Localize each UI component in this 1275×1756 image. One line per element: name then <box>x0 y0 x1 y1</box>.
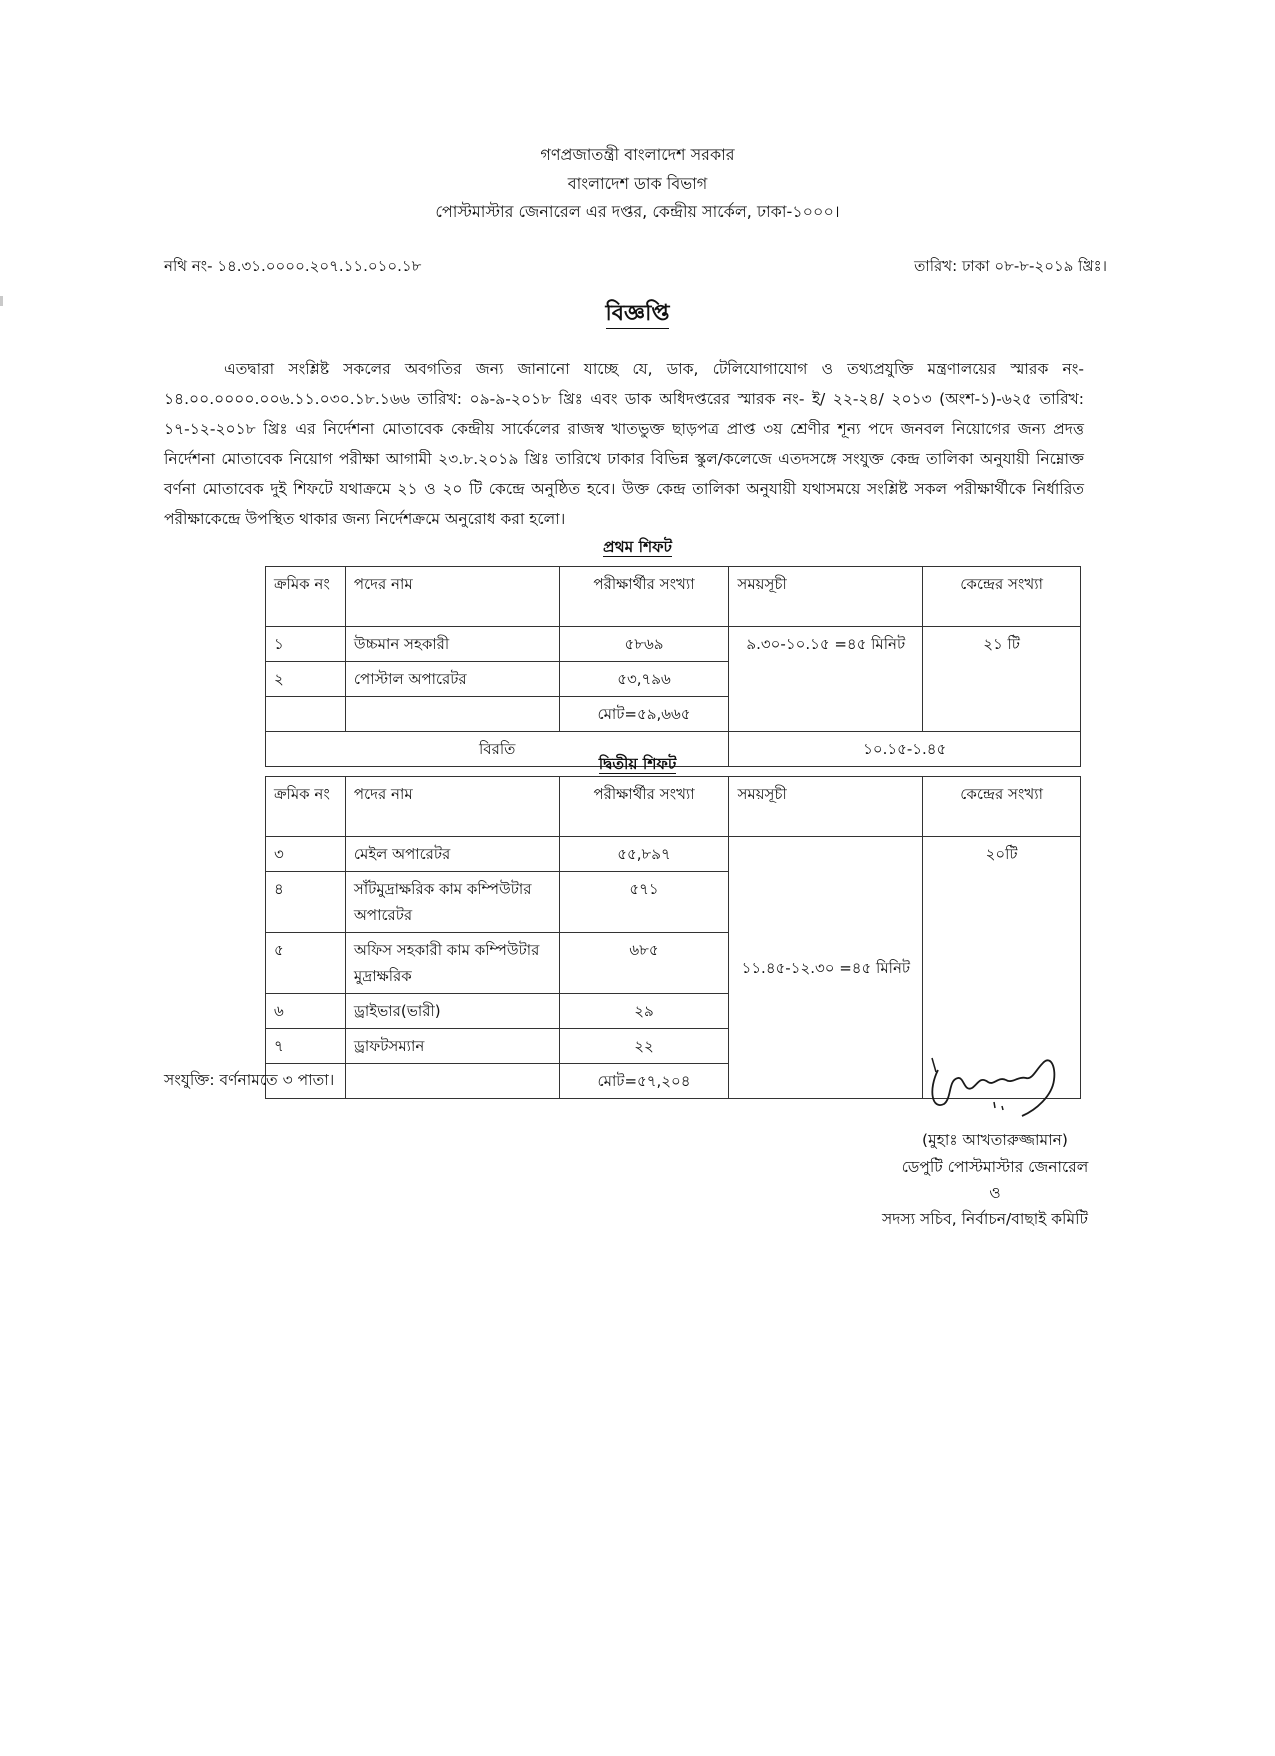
file-number: নথি নং- ১৪.৩১.০০০০.২০৭.১১.০১০.১৮ <box>164 257 422 275</box>
candidates-cell: ২৯ <box>559 994 729 1029</box>
table-row <box>266 837 1081 872</box>
post-cell: মেইল অপারেটর <box>345 837 559 872</box>
post-cell: ড্রাফটসম্যান <box>345 1029 559 1064</box>
first-shift-label: প্রথম শিফট <box>603 538 672 556</box>
post-cell: উচ্চমান সহকারী <box>345 627 559 662</box>
candidates-cell: ৫৩,৭৯৬ <box>559 662 729 697</box>
issue-date: তারিখ: ঢাকা ০৮-৮-২০১৯ খ্রিঃ। <box>914 257 1107 275</box>
second-shift-label: দ্বিতীয় শিফট <box>598 755 677 773</box>
signatory-designation: ডেপুটি পোস্টমাস্টার জেনারেল <box>901 1158 1089 1176</box>
post-cell: সাঁটমুদ্রাক্ষরিক কাম কম্পিউটার অপারেটর <box>345 872 559 933</box>
table-row <box>266 627 1081 662</box>
signatory-conjunction: ও <box>989 1184 1001 1202</box>
candidates-cell: ৫৭১ <box>559 872 729 933</box>
candidates-cell: ৬৮৫ <box>559 933 729 994</box>
total-cell: মোট=৫৯,৬৬৫ <box>559 697 729 732</box>
break-time: ১০.১৫-১.৪৫ <box>729 732 1081 767</box>
signature-image <box>918 1040 1068 1125</box>
centers-cell: ২১ টি <box>923 627 1081 732</box>
col-schedule: সময়সূচী <box>729 567 923 627</box>
total-cell: মোট=৫৭,২০৪ <box>559 1064 729 1099</box>
col-serial: ক্রমিক নং <box>266 567 346 627</box>
notice-title: বিজ্ঞপ্তি <box>0 296 1275 333</box>
schedule-cell: ১১.৪৫-১২.৩০ =৪৫ মিনিট <box>729 837 923 1099</box>
header-line-department: বাংলাদেশ ডাক বিভাগ <box>567 174 708 193</box>
notice-body-text: এতদ্বারা সংশ্লিষ্ট সকলের অবগতির জন্য জানানো যাচ্ছে যে, ডাক, টেলিযোগাযোগ ও তথ্যপ্রযুক্তি মন্ত্রণালয়ের স্মারক নং- ১৪.০০.০০০০.০০৬.১১.০৩০.১৮.১৬৬ তারিখ: ০৯-৯-২০১৮ খ্রিঃ এবং ডাক অধিদপ্তরের স্মারক নং- ই/ ২২-২৪/ ২০১৩ (অংশ-১)-৬২৫ তারিখ: ১৭-১২-২০১৮ খ্রিঃ এর নির্দেশনা মোতাবেক কেন্দ্রীয় সার্কেলের রাজস্ব খাতভুক্ত ছাড়পত্র প্রাপ্ত ৩য় শ্রেণীর শূন্য পদে জনবল নিয়োগের জন্য প্রদত্ত নির্দেশনা মোতাবেক নিয়োগ পরীক্ষা আগামী ২৩.৮.২০১৯ খ্রিঃ তারিখে ঢাকার বিভিন্ন স্কুল/কলেজে এতদসঙ্গে সংযুক্ত কেন্দ্র তালিকা অনুযায়ী নিম্নোক্ত বর্ণনা মোতাবেক দুই শিফটে যথাক্রমে ২১ ও ২০ টি কেন্দ্রে অনুষ্ঠিত হবে। উক্ত কেন্দ্র তালিকা অনুযায়ী যথাসময়ে সংশ্লিষ্ট সকল পরীক্ষার্থীকে নির্ধারিত পরীক্ষাকেন্দ্রে উপস্থিত থাকার জন্য নির্দেশক্রমে অনুরোধ করা হলো। <box>164 360 1084 528</box>
signatory-role: সদস্য সচিব, নির্বাচন/বাছাই কমিটি <box>882 1210 1088 1228</box>
table-header-row <box>266 567 1081 627</box>
col-serial: ক্রমিক নং <box>266 777 346 837</box>
post-cell: ড্রাইভার(ভারী) <box>345 994 559 1029</box>
serial-cell: ৪ <box>266 872 346 933</box>
serial-cell: ২ <box>266 662 346 697</box>
schedule-cell: ৯.৩০-১০.১৫ =৪৫ মিনিট <box>729 627 923 732</box>
col-candidates: পরীক্ষার্থীর সংখ্যা <box>559 777 729 837</box>
candidates-cell: ৫৫,৮৯৭ <box>559 837 729 872</box>
notice-body <box>164 354 1084 534</box>
post-cell: পোস্টাল অপারেটর <box>345 662 559 697</box>
serial-cell: ১ <box>266 627 346 662</box>
header-line-office: পোস্টমাস্টার জেনারেল এর দপ্তর, কেন্দ্রীয় সার্কেল, ঢাকা-১০০০। <box>435 202 840 221</box>
attachment-note: সংযুক্তি: বর্ণনামতে ৩ পাতা। <box>164 1071 335 1089</box>
centers-cell: ২০টি <box>923 837 1081 1099</box>
candidates-cell: ৫৮৬৯ <box>559 627 729 662</box>
serial-cell: ৭ <box>266 1029 346 1064</box>
col-candidates: পরীক্ষার্থীর সংখ্যা <box>559 567 729 627</box>
header-line-government: গণপ্রজাতন্ত্রী বাংলাদেশ সরকার <box>540 145 735 164</box>
serial-cell: ৫ <box>266 933 346 994</box>
break-label: বিরতি <box>266 732 729 767</box>
candidates-cell: ২২ <box>559 1029 729 1064</box>
serial-cell: ৬ <box>266 994 346 1029</box>
signatory-name: (মুহাঃ আখতারুজ্জামান) <box>922 1131 1068 1149</box>
col-post: পদের নাম <box>345 777 559 837</box>
col-post: পদের নাম <box>345 567 559 627</box>
post-cell: অফিস সহকারী কাম কম্পিউটার মুদ্রাক্ষরিক <box>345 933 559 994</box>
col-centers: কেন্দ্রের সংখ্যা <box>923 567 1081 627</box>
table-header-row <box>266 777 1081 837</box>
col-schedule: সময়সূচী <box>729 777 923 837</box>
col-centers: কেন্দ্রের সংখ্যা <box>923 777 1081 837</box>
serial-cell: ৩ <box>266 837 346 872</box>
first-shift-table <box>265 566 1081 767</box>
